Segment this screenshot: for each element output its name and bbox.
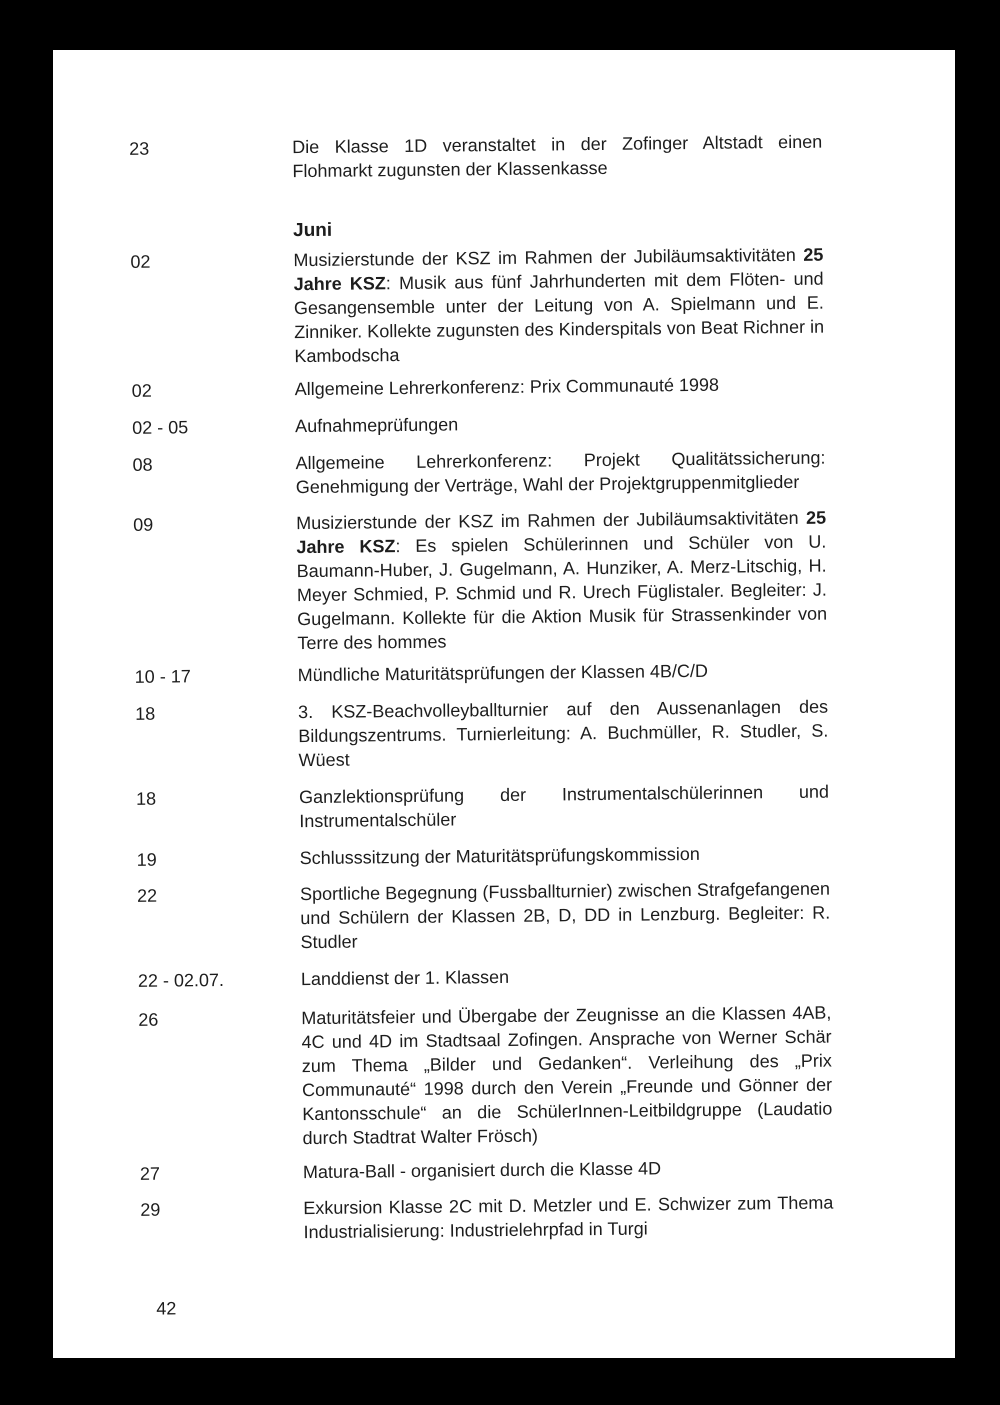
entry-date: 22 - 02.07.: [137, 969, 225, 991]
entry-row: [139, 1154, 860, 1184]
entry-text-pre: Musizierstunde der KSZ im Rahmen der Jubiläumsaktivitäten: [293, 244, 804, 271]
entry-date: 26: [138, 1009, 159, 1030]
entry-text: [296, 506, 827, 656]
entry-row: [138, 1000, 858, 1149]
entry-row: [137, 961, 858, 991]
entry-row: [134, 657, 855, 687]
entry-text: Mündliche Maturitätsprüfungen der Klassen 4B/C/D: [297, 660, 709, 686]
entry-row: [135, 694, 855, 771]
entry-text: Landdienst der 1. Klassen: [300, 966, 510, 990]
entry-date: 29: [140, 1199, 161, 1220]
entry-date: 10 - 17: [134, 666, 191, 687]
entry-row: [131, 371, 852, 401]
entry-row: [140, 1190, 860, 1243]
entry-row: [133, 505, 853, 654]
document-page: [53, 50, 955, 1358]
entry-text: Allgemeine Lehrerkonferenz: Prix Communauté 1998: [294, 374, 720, 400]
entry-text-pre: Musizierstunde der KSZ im Rahmen der Jubiläumsaktivitäten: [296, 507, 807, 534]
entry-date: 09: [133, 514, 154, 535]
entry-text: Die Klasse 1D veranstaltet in der Zofinger Altstadt einen Flohmarkt zugunsten der Klassenkasse: [292, 131, 823, 182]
entry-row: [132, 445, 852, 498]
month-heading: Juni: [292, 219, 333, 242]
entry-date: 02: [131, 380, 152, 401]
entry-date: 27: [139, 1163, 161, 1184]
entry-date: 23: [129, 138, 150, 159]
entry-date: 02: [130, 251, 151, 272]
entry-text-rest: : Musik aus fünf Jahrhunderten mit dem Flöten- und Gesangensemble unter der Leitung von A. Spielmann und E. Zinniker. Kollekte zugunsten des Kinderspitals von Beat Richner in Kambodscha: [293, 268, 825, 367]
entry-date: 22: [136, 885, 158, 906]
entry-text: Aufnahmeprüfungen: [295, 414, 459, 437]
entry-row: [130, 242, 850, 367]
entry-text-bold: 25 Jahre KSZ: [293, 244, 824, 295]
entry-date: 02 - 05: [132, 417, 189, 438]
entry-row: [129, 129, 849, 182]
entry-date: 18: [135, 788, 157, 809]
entry-text: Ganzlektionsprüfung der Instrumentalschülerinnen und Instrumentalschüler: [298, 781, 830, 832]
entry-text: Allgemeine Lehrerkonferenz: Projekt Qualitätssicherung: Genehmigung der Verträge, Wahl der Projektgruppenmitglieder: [295, 447, 826, 498]
entry-row: [136, 876, 857, 953]
entry-text: Maturitätsfeier und Übergabe der Zeugnisse an die Klassen 4AB, 4C und 4D im Stadtsaal Zofingen. Ansprache von Werner Schär zum Thema „Bilder und Gedanken“. Verleihung des „Prix Communauté“ 1998 durch den Verein „Freunde und Gönner der Kantonsschule“ an die SchülerInnen-Leitbildgruppe (Laudatio durch Stadtrat Walter Frösch): [301, 1002, 833, 1149]
entry-row: [135, 779, 856, 832]
entry-date: 19: [136, 849, 157, 870]
entry-text: 3. KSZ-Beachvolleyballturnier auf den Aussenanlagen des Bildungszentrums. Turnierleitung: A. Buchmüller, R. Studler, S. Wüest: [298, 696, 829, 771]
page-number: 42: [156, 1298, 177, 1319]
document-content: [53, 50, 955, 1358]
entry-text-rest: : Es spielen Schülerinnen und Schüler von U. Baumann-Huber, J. Gugelmann, A. Hunziker, A. Merz-Litschig, H. Meyer Schmied, P. Schmid und R. Urech Füglistaler. Begleiter: J. Gugelmann. Kollekte für die Aktion Musik für Strassenkinder von Terre des hommes: [296, 531, 828, 654]
entry-text: [293, 243, 824, 369]
entry-text: Matura-Ball - organisiert durch die Klasse 4D: [302, 1158, 662, 1183]
entry-date: 18: [135, 703, 156, 724]
entry-text: Sportliche Begegnung (Fussballturnier) zwischen Strafgefangenen und Schülern der Klassen 2B, D, DD in Lenzburg. Begleiter: R. Studler: [299, 878, 831, 953]
entry-row: [132, 408, 852, 438]
entry-text: Exkursion Klasse 2C mit D. Metzler und E. Schwizer zum Thema Industrialisierung: Industrielehrpfad in Turgi: [303, 1192, 834, 1243]
entry-text: Schlusssitzung der Maturitätsprüfungskommission: [299, 843, 700, 869]
entry-text-bold: 25 Jahre KSZ: [296, 507, 827, 558]
entry-date: 08: [132, 454, 153, 475]
entry-row: [136, 840, 857, 870]
